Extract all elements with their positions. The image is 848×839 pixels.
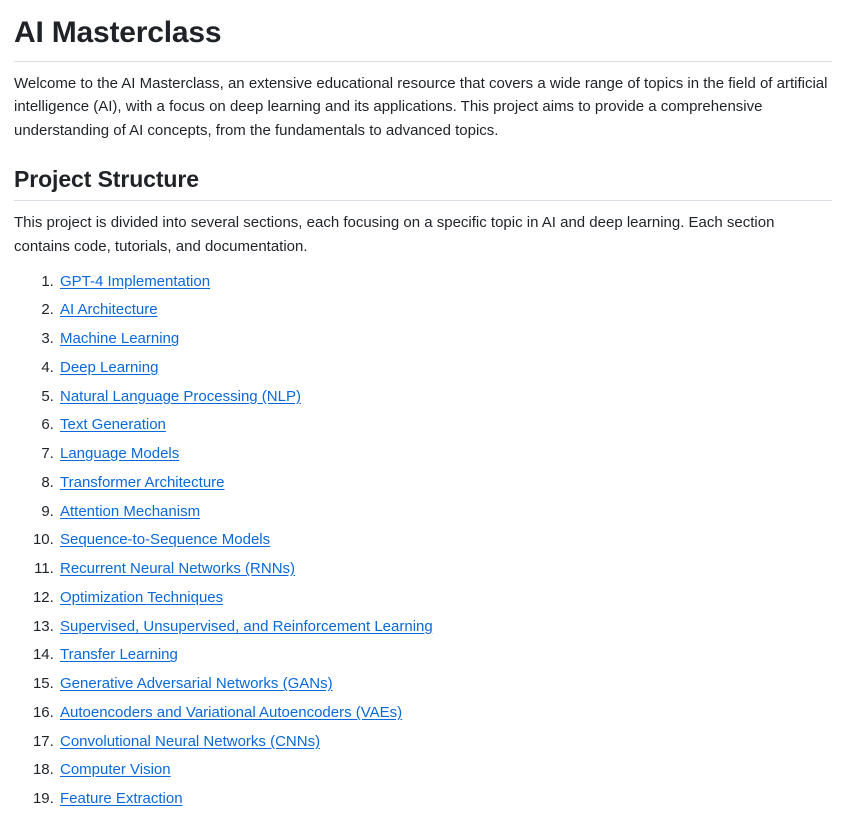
structure-link[interactable]: Convolutional Neural Networks (CNNs) bbox=[60, 732, 321, 750]
list-item bbox=[58, 618, 832, 637]
structure-link[interactable]: Text Generation bbox=[60, 416, 166, 434]
section-heading-project-structure: Project Structure bbox=[14, 165, 832, 202]
structure-link[interactable]: Sequence-to-Sequence Models bbox=[60, 531, 271, 549]
list-item bbox=[58, 330, 832, 349]
list-item bbox=[58, 301, 832, 320]
structure-link[interactable]: Deep Learning bbox=[60, 358, 159, 376]
list-item bbox=[58, 733, 832, 752]
list-item bbox=[58, 359, 832, 378]
structure-link[interactable]: Autoencoders and Variational Autoencoders (VAEs) bbox=[60, 703, 403, 721]
list-item bbox=[58, 531, 832, 550]
intro-paragraph: Welcome to the AI Masterclass, an extensive educational resource that covers a wide range of topics in the field of artificial intelligence (AI), with a focus on deep learning and its applications. This project aims to provide a comprehensive understanding of AI concepts, from the fundamentals to advanced topics. bbox=[14, 74, 828, 139]
structure-link[interactable]: GPT-4 Implementation bbox=[60, 272, 211, 290]
list-item bbox=[58, 388, 832, 407]
structure-link[interactable]: Feature Extraction bbox=[60, 790, 183, 808]
list-item bbox=[58, 646, 832, 665]
structure-link[interactable]: Transfer Learning bbox=[60, 646, 178, 664]
structure-link[interactable]: Attention Mechanism bbox=[60, 502, 201, 520]
list-item bbox=[58, 589, 832, 608]
list-item bbox=[58, 761, 832, 780]
list-item bbox=[58, 445, 832, 464]
structure-link[interactable]: Transformer Architecture bbox=[60, 473, 225, 491]
list-item bbox=[58, 416, 832, 435]
list-item bbox=[58, 503, 832, 522]
structure-link[interactable]: Recurrent Neural Networks (RNNs) bbox=[60, 560, 296, 578]
structure-link[interactable]: Generative Adversarial Networks (GANs) bbox=[60, 675, 333, 693]
structure-link[interactable]: AI Architecture bbox=[60, 301, 158, 319]
list-item bbox=[58, 273, 832, 292]
structure-link[interactable]: Machine Learning bbox=[60, 330, 180, 348]
structure-link[interactable]: Language Models bbox=[60, 445, 180, 463]
structure-link[interactable]: Optimization Techniques bbox=[60, 588, 224, 606]
list-item bbox=[58, 560, 832, 579]
page-title: AI Masterclass bbox=[14, 14, 832, 62]
list-item bbox=[58, 790, 832, 809]
structure-link[interactable]: Supervised, Unsupervised, and Reinforcement Learning bbox=[60, 617, 433, 635]
list-item bbox=[58, 474, 832, 493]
structure-link[interactable]: Natural Language Processing (NLP) bbox=[60, 387, 301, 405]
project-structure-list bbox=[14, 273, 832, 809]
list-item bbox=[58, 704, 832, 723]
list-item bbox=[58, 675, 832, 694]
structure-link[interactable]: Computer Vision bbox=[60, 761, 171, 779]
section-description: This project is divided into several sections, each focusing on a specific topic in AI and deep learning. Each section contains code, tutorials, and documentation. bbox=[14, 214, 775, 255]
